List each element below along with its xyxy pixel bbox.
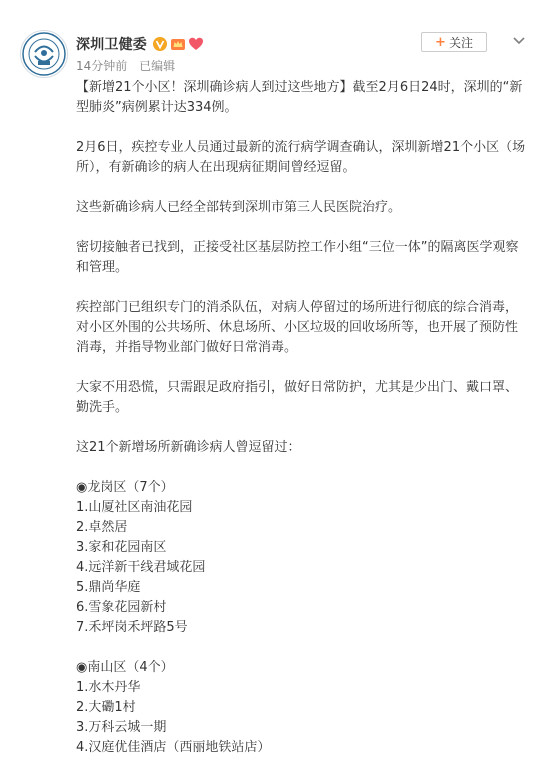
post-lead <box>76 78 526 118</box>
list-item: 4.远洋新干线君域花园 <box>76 560 206 575</box>
paragraph: 疾控部门已组织专门的消杀队伍，对病人停留过的场所进行彻底的综合消毒，对小区外围的公共场所、休息场所、小区垃圾的回收场所等，也开展了预防性消毒，并指导物业部门做好日常消毒。 <box>76 300 519 355</box>
author-name[interactable]: 深圳卫健委 <box>76 37 147 53</box>
verified-v-icon[interactable] <box>153 36 167 52</box>
paragraph: 2月6日，疾控专业人员通过最新的流行病学调查确认，深圳新增21个小区（场所），有新确诊的病人在出现病征期间曾经逗留。 <box>76 140 526 175</box>
post-content <box>76 78 526 758</box>
health-commission-logo-icon <box>21 31 67 77</box>
post-meta <box>76 57 175 74</box>
list-item: 7.禾坪岗禾坪路5号 <box>76 620 188 635</box>
list-item: 3.万科云城一期 <box>76 720 167 735</box>
follow-button[interactable] <box>421 32 487 52</box>
chevron-down-icon[interactable] <box>511 32 527 48</box>
list-item: 3.家和花园南区 <box>76 540 167 555</box>
follow-label: 关注 <box>448 35 473 50</box>
list-item: 4.汉庭优佳酒店（西丽地铁站店） <box>76 740 271 755</box>
paragraph: 密切接触者已找到，正接受社区基层防控工作小组“三位一体”的隔离医学观察和管理。 <box>76 240 519 275</box>
post-header <box>0 0 549 78</box>
list-item: 5.鼎尚华庭 <box>76 580 141 595</box>
title-link[interactable]: 【新增21个小区！深圳确诊病人到过这些地方】 <box>76 80 353 95</box>
district-heading: ◉龙岗区（7个） <box>76 480 174 495</box>
list-item: 1.水木丹华 <box>76 680 141 695</box>
plus-icon: + <box>435 34 446 50</box>
heart-icon[interactable] <box>188 36 204 52</box>
title-rest: 截至2月6日24时，深圳的“新型肺炎”病例累计达334例。 <box>76 80 523 115</box>
paragraph: 这些新确诊病人已经全部转到深圳市第三人民医院治疗。 <box>76 200 402 215</box>
paragraph: 这21个新增场所新确诊病人曾逗留过： <box>76 440 301 455</box>
list-item: 6.雪象花园新村 <box>76 600 167 615</box>
author-avatar[interactable] <box>20 30 68 78</box>
member-crown-icon[interactable] <box>170 36 186 52</box>
list-item: 2.大磡1村 <box>76 700 136 715</box>
list-item: 2.卓然居 <box>76 520 128 535</box>
edited-label[interactable]: 已编辑 <box>139 59 176 73</box>
list-item: 1.山厦社区南油花园 <box>76 500 193 515</box>
author-row <box>76 33 204 55</box>
post-time[interactable]: 14分钟前 <box>76 59 128 73</box>
district-heading: ◉南山区（4个） <box>76 660 174 675</box>
paragraph: 大家不用恐慌，只需跟足政府指引，做好日常防护，尤其是少出门、戴口罩、勤洗手。 <box>76 380 519 415</box>
